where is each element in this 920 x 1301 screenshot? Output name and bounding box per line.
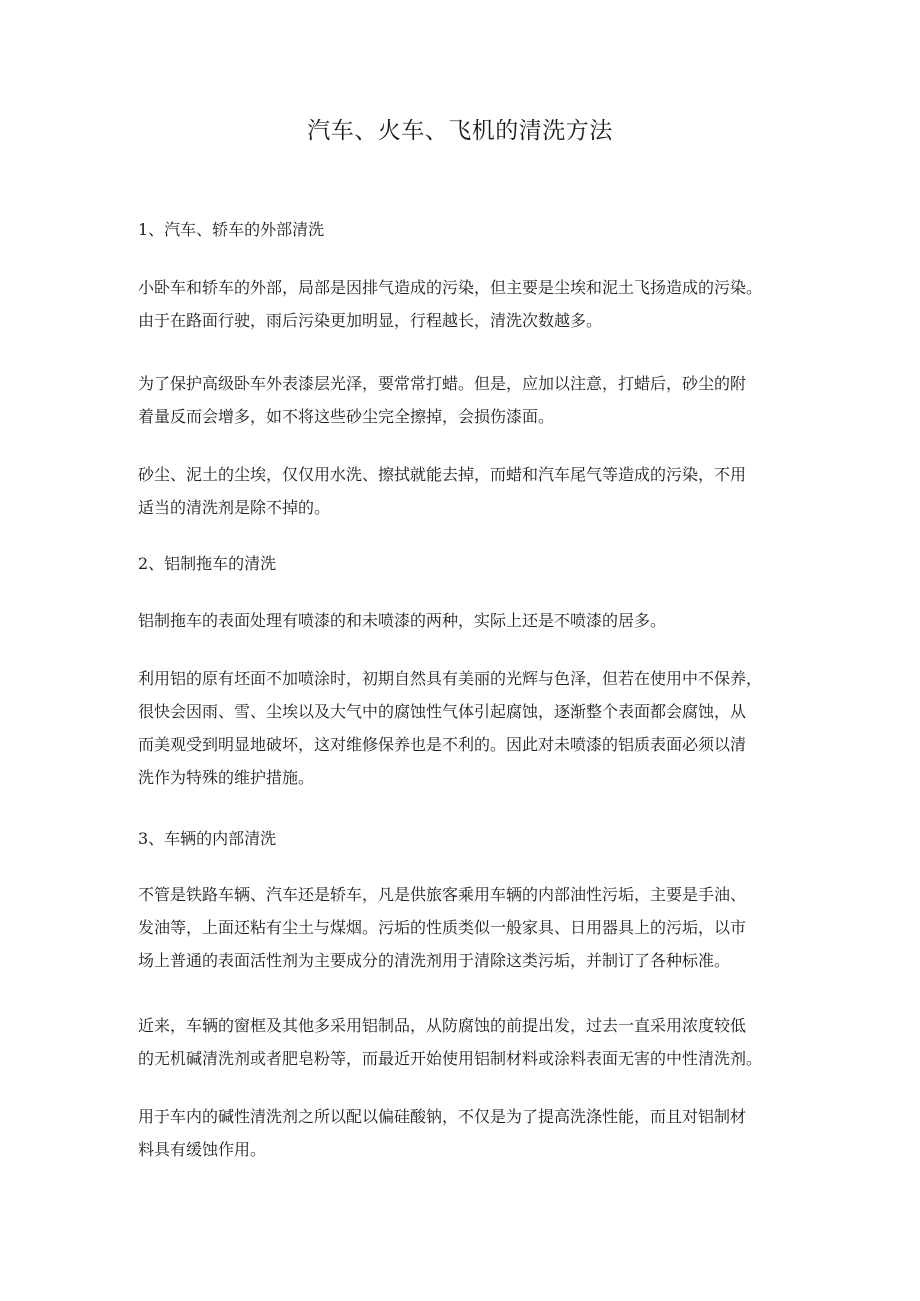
paragraph-line: 场上普通的表面活性剂为主要成分的清洗剂用于清除这类污垢，并制订了各种标准。 [138,951,731,970]
paragraph-line: 不管是铁路车辆、汽车还是轿车，凡是供旅客乘用车辆的内部油性污垢，主要是手油、 [138,885,747,904]
paragraph-line: 铝制拖车的表面处理有喷漆的和未喷漆的两种，实际上还是不喷漆的居多。 [138,611,667,630]
paragraph-line: 砂尘、泥土的尘埃，仅仅用水洗、擦拭就能去掉，而蜡和汽车尾气等造成的污染，不用 [138,465,747,484]
paragraph-1-2 [138,367,792,433]
section-heading-1: 1、汽车、轿车的外部清洗 [138,220,325,239]
paragraph-3-2 [138,1009,792,1075]
paragraph-line: 料具有缓蚀作用。 [138,1140,267,1159]
paragraph-line: 小卧车和轿车的外部，局部是因排气造成的污染，但主要是尘埃和泥土飞扬造成的污染。 [138,278,763,297]
paragraph-2-1 [138,604,792,637]
paragraph-line: 的无机碱清洗剂或者肥皂粉等，而最近开始使用铝制材料或涂料表面无害的中性清洗剂。 [138,1049,763,1068]
paragraph-line: 由于在路面行驶，雨后污染更加明显，行程越长，清洗次数越多。 [138,311,603,330]
paragraph-3-3 [138,1100,792,1166]
paragraph-line: 着量反而会增多，如不将这些砂尘完全擦掉，会损伤漆面。 [138,407,555,426]
paragraph-line: 而美观受到明显地破坏，这对维修保养也是不利的。因此对未喷漆的铝质表面必须以清 [138,735,747,754]
paragraph-line: 洗作为特殊的维护措施。 [138,768,315,787]
paragraph-line: 利用铝的原有坯面不加喷涂时，初期自然具有美丽的光辉与色泽，但若在使用中不保养， [138,669,763,688]
paragraph-line: 发油等，上面还粘有尘土与煤烟。污垢的性质类似一般家具、日用器具上的污垢，以市 [138,918,747,937]
section-heading-3: 3、车辆的内部清洗 [138,829,277,848]
paragraph-line: 近来，车辆的窗框及其他多采用铝制品，从防腐蚀的前提出发，过去一直采用浓度较低 [138,1016,747,1035]
paragraph-3-1 [138,878,792,977]
section-heading-2: 2、铝制拖车的清洗 [138,554,277,573]
paragraph-line: 用于车内的碱性清洗剂之所以配以偏硅酸钠，不仅是为了提高洗涤性能，而且对铝制材 [138,1107,747,1126]
document-title: 汽车、火车、飞机的清洗方法 [307,118,613,144]
paragraph-1-3 [138,458,792,524]
paragraph-1-1 [138,271,792,337]
paragraph-line: 适当的清洗剂是除不掉的。 [138,498,331,517]
paragraph-line: 很快会因雨、雪、尘埃以及大气中的腐蚀性气体引起腐蚀，逐渐整个表面都会腐蚀，从 [138,702,747,721]
paragraph-line: 为了保护高级卧车外表漆层光泽，要常常打蜡。但是，应加以注意，打蜡后，砂尘的附 [138,374,747,393]
paragraph-2-2 [138,662,792,794]
